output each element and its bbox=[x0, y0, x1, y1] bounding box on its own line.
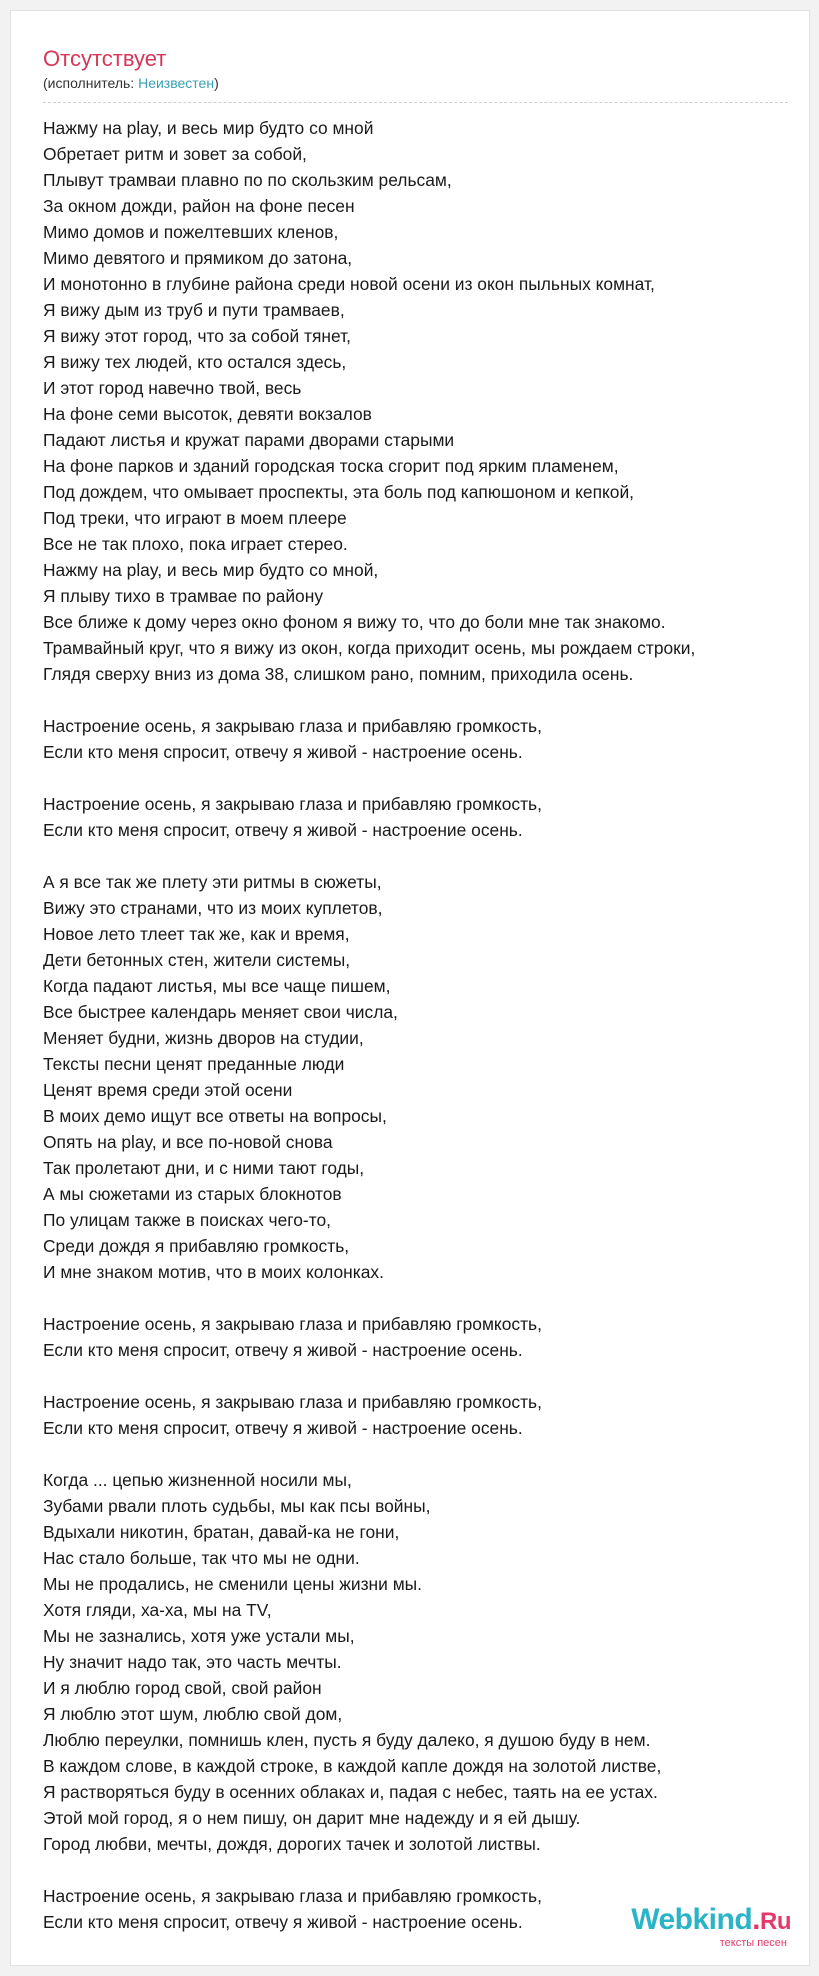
site-watermark-logo bbox=[631, 1904, 791, 1949]
lyric-line: Вижу это странами, что из моих куплетов, bbox=[43, 898, 383, 918]
lyric-line: Настроение осень, я закрываю глаза и прибавляю громкость, bbox=[43, 794, 542, 814]
lyric-line: Хотя гляди, ха-ха, мы на TV, bbox=[43, 1600, 272, 1620]
song-title: Отсутствует bbox=[43, 46, 167, 71]
watermark-dot: . bbox=[752, 1903, 760, 1936]
lyric-line: Я люблю этот шум, люблю свой дом, bbox=[43, 1704, 343, 1724]
lyric-line: За окном дожди, район на фоне песен bbox=[43, 196, 355, 216]
watermark-tld: Ru bbox=[760, 1908, 791, 1935]
lyric-line: Дети бетонных стен, жители системы, bbox=[43, 950, 351, 970]
lyric-line: Опять на play, и все по-новой снова bbox=[43, 1132, 333, 1152]
lyric-line: А мы сюжетами из старых блокнотов bbox=[43, 1184, 342, 1204]
lyric-line: Все не так плохо, пока играет стерео. bbox=[43, 534, 348, 554]
watermark-logo-text bbox=[631, 1904, 791, 1938]
lyric-line: Под дождем, что омывает проспекты, эта боль под капюшоном и кепкой, bbox=[43, 482, 635, 502]
lyric-line: Настроение осень, я закрываю глаза и прибавляю громкость, bbox=[43, 1314, 542, 1334]
artist-link[interactable]: Неизвестен bbox=[138, 75, 215, 91]
lyric-blank-line bbox=[43, 1857, 810, 1883]
lyric-line: Зубами рвали плоть судьбы, мы как псы войны, bbox=[43, 1496, 431, 1516]
lyric-line: Ценят время среди этой осени bbox=[43, 1080, 293, 1100]
lyric-line: Среди дождя я прибавляю громкость, bbox=[43, 1236, 350, 1256]
lyric-line: Если кто меня спросит, отвечу я живой - настроение осень. bbox=[43, 1418, 523, 1438]
artist-suffix: ) bbox=[214, 75, 219, 91]
header-divider bbox=[43, 102, 788, 103]
lyric-line: Мы не зазнались, хотя уже устали мы, bbox=[43, 1626, 355, 1646]
lyric-line: Когда ... цепью жизненной носили мы, bbox=[43, 1470, 352, 1490]
lyric-blank-line bbox=[43, 1285, 810, 1311]
lyric-line: Если кто меня спросит, отвечу я живой - настроение осень. bbox=[43, 1912, 523, 1932]
lyric-line: Нас стало больше, так что мы не одни. bbox=[43, 1548, 360, 1568]
lyric-line: В каждом слове, в каждой строке, в каждой капле дождя на золотой листве, bbox=[43, 1756, 662, 1776]
lyric-line: Если кто меня спросит, отвечу я живой - настроение осень. bbox=[43, 742, 523, 762]
lyric-line: На фоне семи высоток, девяти вокзалов bbox=[43, 404, 372, 424]
lyrics-card bbox=[10, 10, 810, 1966]
lyric-line: Под треки, что играют в моем плеере bbox=[43, 508, 347, 528]
lyric-line: Я вижу тех людей, кто остался здесь, bbox=[43, 352, 347, 372]
lyric-line: Я плыву тихо в трамвае по району bbox=[43, 586, 324, 606]
lyric-line: Новое лето тлеет так же, как и время, bbox=[43, 924, 350, 944]
lyric-line: На фоне парков и зданий городская тоска сгорит под ярким пламенем, bbox=[43, 456, 619, 476]
lyric-line: Тексты песни ценят преданные люди bbox=[43, 1054, 345, 1074]
lyric-line: Я растворяться буду в осенних облаках и, падая с небес, таять на ее устах. bbox=[43, 1782, 658, 1802]
lyric-line: По улицам также в поисках чего-то, bbox=[43, 1210, 331, 1230]
lyric-line: Мимо девятого и прямиком до затона, bbox=[43, 248, 353, 268]
lyric-line: Вдыхали никотин, братан, давай-ка не гони, bbox=[43, 1522, 400, 1542]
lyric-line: Падают листья и кружат парами дворами старыми bbox=[43, 430, 455, 450]
lyric-line: И я люблю город свой, свой район bbox=[43, 1678, 322, 1698]
lyric-line: Меняет будни, жизнь дворов на студии, bbox=[43, 1028, 364, 1048]
lyric-line: А я все так же плету эти ритмы в сюжеты, bbox=[43, 872, 382, 892]
artist-line bbox=[43, 73, 219, 93]
lyric-line: Трамвайный круг, что я вижу из окон, когда приходит осень, мы рождаем строки, bbox=[43, 638, 696, 658]
lyric-line: Настроение осень, я закрываю глаза и прибавляю громкость, bbox=[43, 716, 542, 736]
lyric-line: И монотонно в глубине района среди новой осени из окон пыльных комнат, bbox=[43, 274, 655, 294]
lyric-line: Город любви, мечты, дождя, дорогих тачек и золотой листвы. bbox=[43, 1834, 541, 1854]
lyric-blank-line bbox=[43, 1441, 810, 1467]
lyric-line: Нажму на play, и весь мир будто со мной, bbox=[43, 560, 379, 580]
lyric-blank-line bbox=[43, 843, 810, 869]
lyric-line: Если кто меня спросит, отвечу я живой - настроение осень. bbox=[43, 820, 523, 840]
lyric-line: Все ближе к дому через окно фоном я вижу то, что до боли мне так знакомо. bbox=[43, 612, 666, 632]
lyric-line: Нажму на play, и весь мир будто со мной bbox=[43, 118, 374, 138]
lyric-line: Я вижу этот город, что за собой тянет, bbox=[43, 326, 351, 346]
lyric-line: Все быстрее календарь меняет свои числа, bbox=[43, 1002, 398, 1022]
lyric-line: Настроение осень, я закрываю глаза и прибавляю громкость, bbox=[43, 1886, 542, 1906]
watermark-tagline: тексты песен bbox=[719, 1937, 787, 1949]
lyric-line: Настроение осень, я закрываю глаза и прибавляю громкость, bbox=[43, 1392, 542, 1412]
lyric-line: Когда падают листья, мы все чаще пишем, bbox=[43, 976, 391, 996]
lyric-line: Плывут трамваи плавно по по скользким рельсам, bbox=[43, 170, 452, 190]
lyric-line: В моих демо ищут все ответы на вопросы, bbox=[43, 1106, 387, 1126]
lyric-line: Мимо домов и пожелтевших кленов, bbox=[43, 222, 339, 242]
lyric-line: Ну значит надо так, это часть мечты. bbox=[43, 1652, 342, 1672]
lyric-line: Обретает ритм и зовет за собой, bbox=[43, 144, 307, 164]
lyric-line: И мне знаком мотив, что в моих колонках. bbox=[43, 1262, 384, 1282]
lyric-line: Так пролетают дни, и с ними тают годы, bbox=[43, 1158, 365, 1178]
lyric-blank-line bbox=[43, 1363, 810, 1389]
lyric-blank-line bbox=[43, 765, 810, 791]
artist-prefix: (исполнитель: bbox=[43, 75, 139, 91]
lyric-line: И этот город навечно твой, весь bbox=[43, 378, 302, 398]
lyrics-text bbox=[43, 115, 810, 1935]
lyric-line: Я вижу дым из труб и пути трамваев, bbox=[43, 300, 345, 320]
lyric-line: Если кто меня спросит, отвечу я живой - настроение осень. bbox=[43, 1340, 523, 1360]
watermark-brand: Webkind bbox=[631, 1903, 753, 1936]
lyric-line: Люблю переулки, помнишь клен, пусть я буду далеко, я душою буду в нем. bbox=[43, 1730, 651, 1750]
lyric-blank-line bbox=[43, 687, 810, 713]
lyric-line: Глядя сверху вниз из дома 38, слишком рано, помним, приходила осень. bbox=[43, 664, 634, 684]
lyric-line: Мы не продались, не сменили цены жизни мы. bbox=[43, 1574, 422, 1594]
lyric-line: Этой мой город, я о нем пишу, он дарит мне надежду и я ей дышу. bbox=[43, 1808, 581, 1828]
